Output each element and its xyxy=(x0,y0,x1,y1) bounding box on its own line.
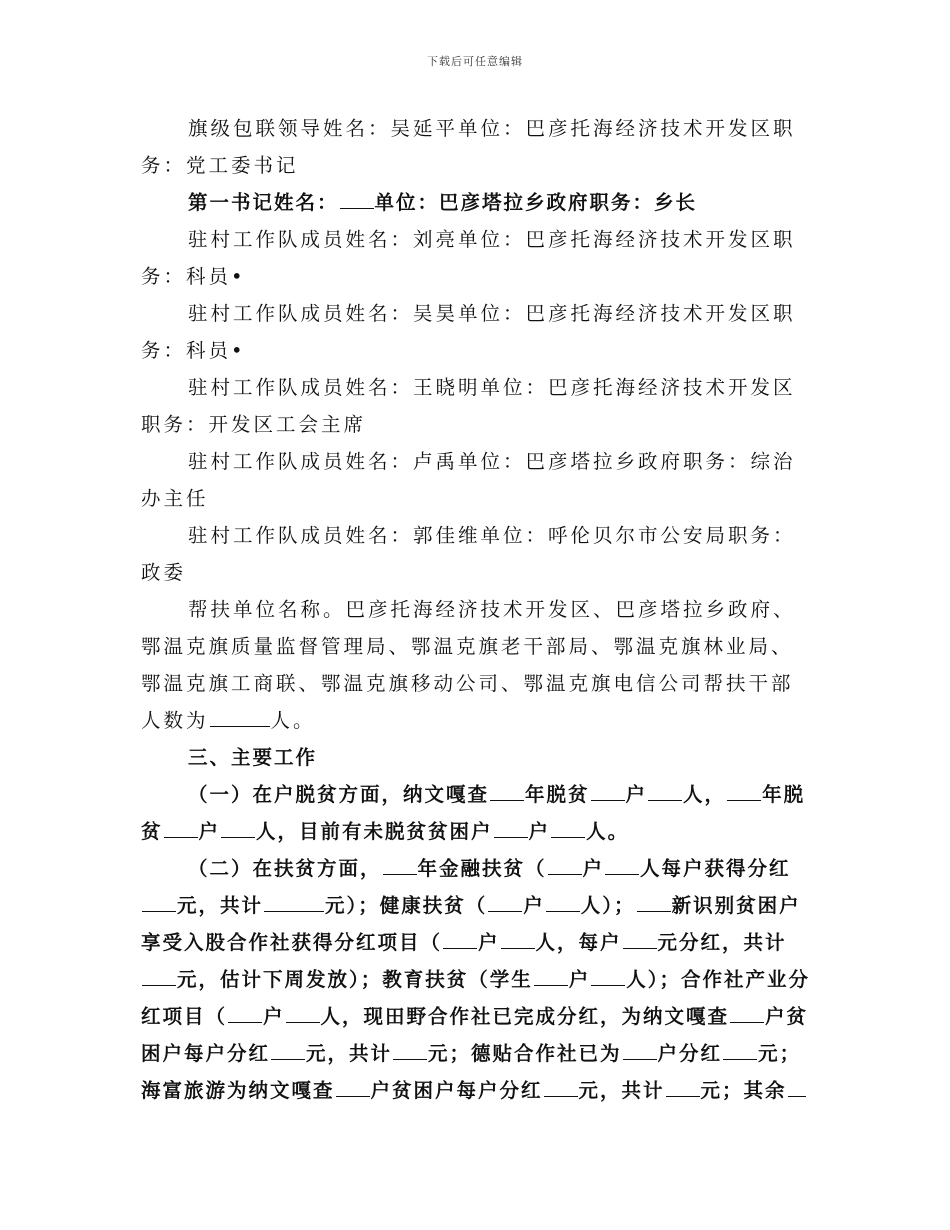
blank-line xyxy=(228,1002,262,1023)
blank-line xyxy=(623,1039,657,1060)
blank-line xyxy=(666,1076,700,1097)
paragraph-poverty-aid xyxy=(141,850,811,1109)
text-segment: 人。 xyxy=(586,820,630,843)
text-segment: 户 xyxy=(198,820,221,843)
blank-line xyxy=(591,965,625,986)
text-segment: 年金融扶贫（ xyxy=(417,857,547,880)
blank-line xyxy=(605,854,639,875)
blank-line xyxy=(551,817,585,838)
text-segment: 驻村工作队成员姓名：吴昊单位：巴彦托海经济技术开发区职务：科员• xyxy=(141,302,796,362)
blank-line xyxy=(490,780,524,801)
blank-line xyxy=(730,1002,764,1023)
section-heading xyxy=(141,739,811,776)
blank-line xyxy=(336,1076,370,1097)
text-segment: 帮扶单位名称。巴彦托海经济技术开发区、巴彦塔拉乡政府、鄂温克旗质量监督管理局、鄂温克旗老干部局、鄂温克旗林业局、鄂温克旗工商联、鄂温克旗移动公司、鄂温克旗电信公司帮扶干部人数为 xyxy=(141,598,796,732)
blank-line xyxy=(271,1039,305,1060)
blank-line xyxy=(727,780,761,801)
blank-line xyxy=(546,891,580,912)
blank-line xyxy=(648,780,682,801)
text-segment: 驻村工作队成员姓名：卢禹单位：巴彦塔拉乡政府职务：综治办主任 xyxy=(141,450,796,510)
text-segment: 户 xyxy=(528,820,551,843)
paragraph-team-member xyxy=(141,295,811,369)
text-segment: 年脱贫 xyxy=(525,783,590,806)
text-segment: 人， xyxy=(683,783,727,806)
blank-line xyxy=(340,188,374,209)
paragraph-first-secretary xyxy=(141,184,811,221)
text-segment: 人，目前有未脱贫贫困户 xyxy=(256,820,493,843)
blank-line xyxy=(548,854,582,875)
blank-line xyxy=(142,965,176,986)
blank-line xyxy=(723,1039,757,1060)
text-segment: 元；其余 xyxy=(700,1079,787,1102)
blank-line xyxy=(383,854,417,875)
paragraph-team-member xyxy=(141,221,811,295)
text-segment: 旗级包联领导姓名：吴延平单位：巴彦托海经济技术开发区职务：党工委书记 xyxy=(141,117,796,177)
blank-line xyxy=(164,817,198,838)
text-segment: 驻村工作队成员姓名：王晓明单位：巴彦托海经济技术开发区职务：开发区工会主席 xyxy=(141,376,796,436)
blank-line xyxy=(501,928,535,949)
text-segment: 三、主要工作 xyxy=(188,746,318,769)
text-segment: 元）；健康扶贫（ xyxy=(325,894,488,917)
text-segment: 第一书记姓名： xyxy=(188,191,339,214)
text-segment: 单位：巴彦塔拉乡政府职务：乡长 xyxy=(374,191,698,214)
text-segment: 人，每户 xyxy=(535,931,622,954)
blank-line xyxy=(623,928,657,949)
paragraph-team-member xyxy=(141,443,811,517)
text-segment: 元，估计下周发放）；教育扶贫（学生 xyxy=(177,968,533,991)
blank-line xyxy=(637,891,671,912)
paragraph-support-units xyxy=(141,591,811,739)
text-segment: 人）；合作社产业分红项目（ xyxy=(141,968,811,1028)
text-segment: 驻村工作队成员姓名：刘亮单位：巴彦托海经济技术开发区职务：科员• xyxy=(141,228,796,288)
blank-line xyxy=(591,780,625,801)
blank-line xyxy=(544,1076,578,1097)
text-segment: 户 xyxy=(568,968,591,991)
document-body xyxy=(141,110,811,1109)
blank-line xyxy=(221,817,255,838)
text-segment: 户 xyxy=(478,931,500,954)
text-segment: 人每户获得分红 xyxy=(640,857,791,880)
text-segment: （二）在扶贫方面， xyxy=(188,857,382,880)
blank-line xyxy=(393,1039,427,1060)
text-segment: 元；海富旅游为纳文嘎查 xyxy=(141,1042,802,1102)
paragraph-team-member xyxy=(141,517,811,591)
text-segment: 元分红，共计 xyxy=(657,931,787,954)
text-segment: 元；德贴合作社已为 xyxy=(428,1042,622,1065)
text-segment: 户 xyxy=(625,783,648,806)
page-header: 下载后可任意编辑 xyxy=(427,55,523,68)
blank-line xyxy=(443,928,477,949)
text-segment: 元，共计 xyxy=(578,1079,665,1102)
blank-line xyxy=(210,706,270,727)
text-segment: 元，共计 xyxy=(306,1042,393,1065)
blank-line xyxy=(534,965,568,986)
paragraph-team-member xyxy=(141,369,811,443)
text-segment: 户 xyxy=(263,1005,285,1028)
blank-line xyxy=(788,1076,806,1097)
paragraph-poverty-exit xyxy=(141,776,811,850)
paragraph-leader xyxy=(141,110,811,184)
blank-line xyxy=(286,1002,320,1023)
text-segment: 人。 xyxy=(270,709,316,732)
blank-line xyxy=(142,891,176,912)
text-segment: 新识别贫困户享受入股合作社获得分红项目（ xyxy=(141,894,801,954)
text-segment: 户 xyxy=(582,857,605,880)
text-segment: 户 xyxy=(523,894,545,917)
text-segment: 户分红 xyxy=(657,1042,723,1065)
text-segment: 户贫困户每户分红 xyxy=(370,1079,543,1102)
blank-line xyxy=(264,891,324,912)
text-segment: （一）在户脱贫方面，纳文嘎查 xyxy=(188,783,490,806)
text-segment: 驻村工作队成员姓名：郭佳维单位：呼伦贝尔市公安局职务：政委 xyxy=(141,524,796,584)
text-segment: 人）； xyxy=(580,894,636,917)
text-segment: 户贫困户每户分红 xyxy=(141,1005,809,1065)
text-segment: 元，共计 xyxy=(177,894,264,917)
blank-line xyxy=(494,817,528,838)
blank-line xyxy=(488,891,522,912)
text-segment: 年脱贫 xyxy=(141,783,806,843)
text-segment: 人，现田野合作社已完成分红，为纳文嘎查 xyxy=(320,1005,730,1028)
